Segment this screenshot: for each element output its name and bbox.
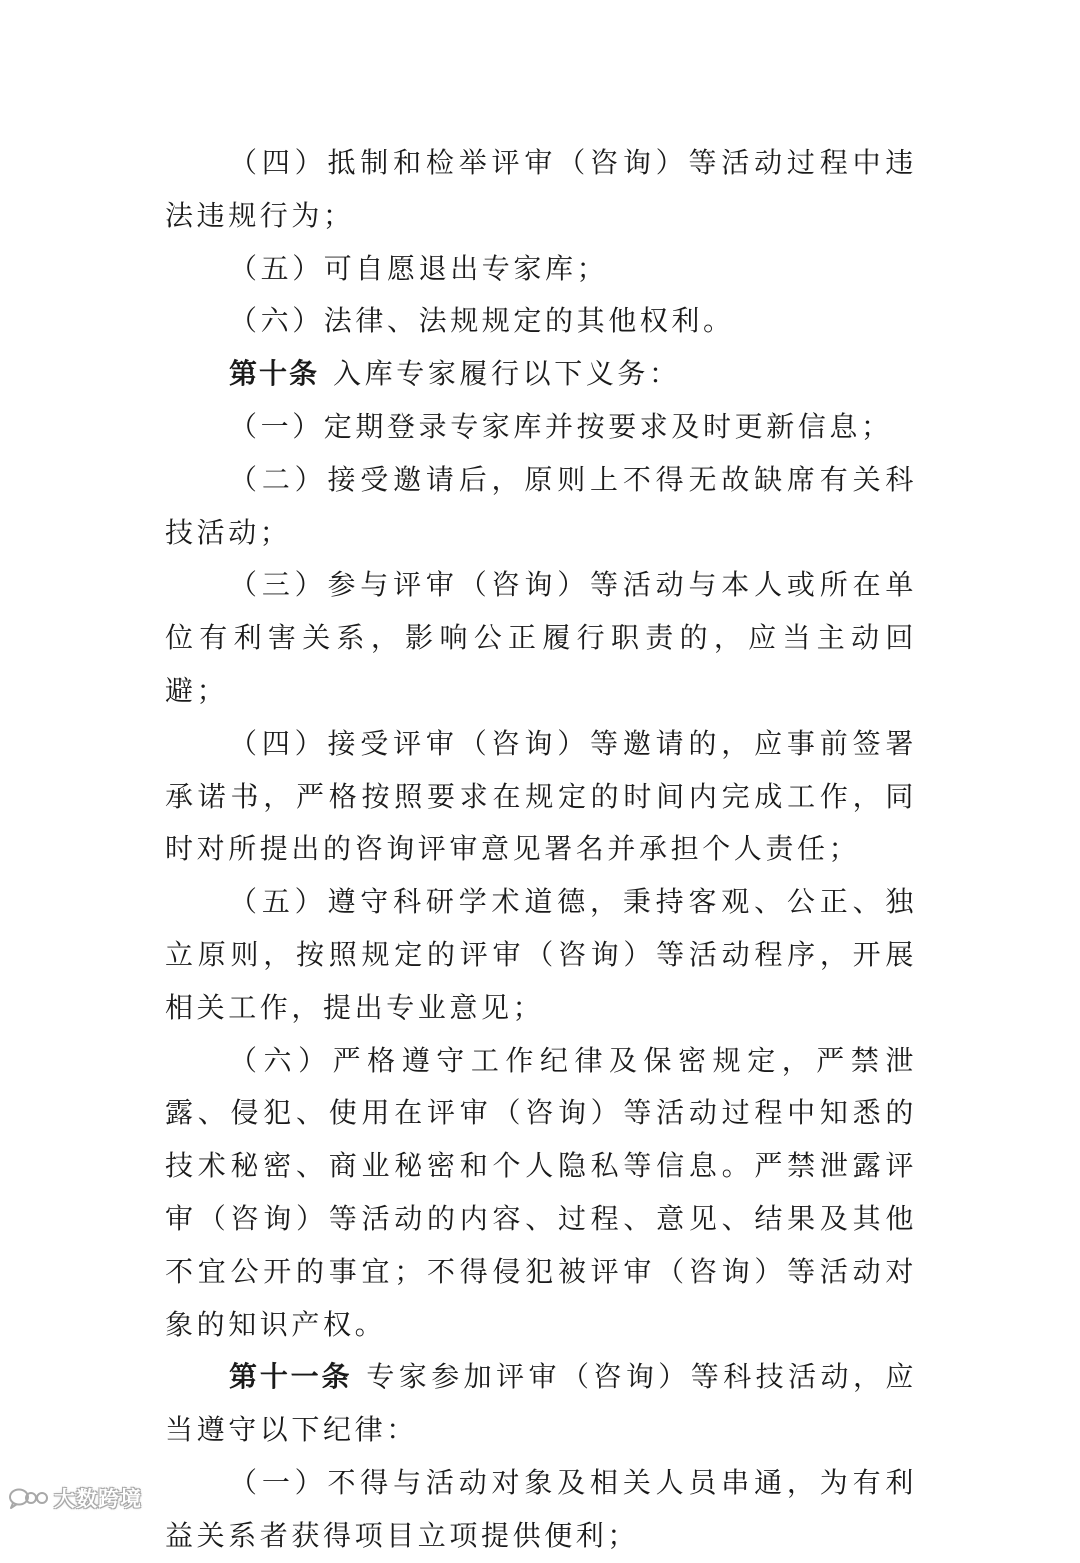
paragraph-duty-6: （六）严格遵守工作纪律及保密规定，严禁泄露、侵犯、使用在评审（咨询）等活动过程中知悉的技术秘密、商业秘密和个人隐私等信息。严禁泄露评审（咨询）等活动的内容、过程、意见、结果及其他不宜公开的事宜；不得侵犯被评审（咨询）等活动对象的知识产权。 <box>165 1043 917 1341</box>
paragraph-duty-2: （二）接受邀请后，原则上不得无故缺席有关科技活动； <box>165 462 917 549</box>
paragraph-discipline-1: （一）不得与活动对象及相关人员串通，为有利益关系者获得项目立项提供便利； <box>165 1465 917 1552</box>
paragraph-duty-1: （一）定期登录专家库并按要求及时更新信息； <box>229 409 893 443</box>
paragraph-duty-5: （五）遵守科研学术道德，秉持客观、公正、独立原则，按照规定的评审（咨询）等活动程序，开展相关工作，提出专业意见； <box>165 885 917 1024</box>
paragraph-right-6: （六）法律、法规规定的其他权利。 <box>229 304 735 338</box>
paragraph-duty-4: （四）接受评审（咨询）等邀请的，应事前签署承诺书，严格按照要求在规定的时间内完成工作，同时对所提出的咨询评审意见署名并承担个人责任； <box>165 726 917 866</box>
paragraph-duty-3: （三）参与评审（咨询）等活动与本人或所在单位有利害关系，影响公正履行职责的，应当主动回避； <box>165 568 917 707</box>
watermark <box>8 1483 142 1513</box>
article-number: 第十条 <box>229 357 320 391</box>
article-number: 第十一条 <box>229 1360 353 1394</box>
paragraph-right-5: （五）可自愿退出专家库； <box>229 251 609 285</box>
article-11 <box>165 1351 917 1457</box>
chat-bubble-logo-icon <box>8 1487 48 1509</box>
watermark-text: 大数跨境 <box>54 1487 142 1511</box>
article-10 <box>165 348 917 401</box>
document-body <box>165 137 917 1563</box>
paragraph-right-4: （四）抵制和检举评审（咨询）等活动过程中违法违规行为； <box>165 146 917 232</box>
article-text: 入库专家履行以下义务： <box>333 357 681 391</box>
article-text: 专家参加评审（咨询）等科技活动，应当遵守以下纪律： <box>165 1360 917 1447</box>
